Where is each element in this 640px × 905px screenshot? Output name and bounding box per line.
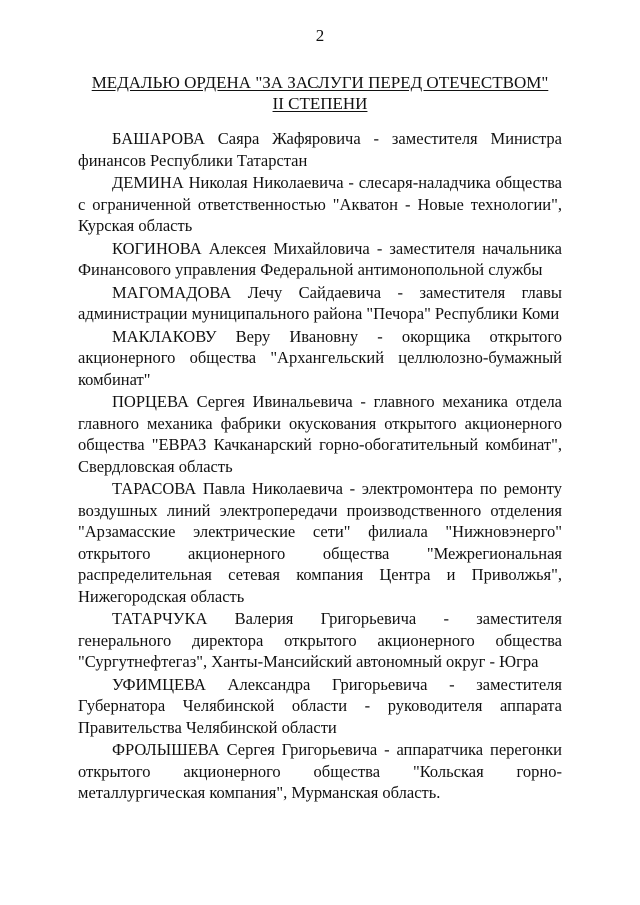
award-entry: ПОРЦЕВА Сергея Ивинальевича - главного механика отдела главного механика фабрики окускования открытого акционерного общества "ЕВРАЗ Качканарский горно-обогатительный комбинат", Свердловская область bbox=[78, 392, 562, 476]
award-list bbox=[78, 128, 562, 805]
award-entry: ФРОЛЫШЕВА Сергея Григорьевича - аппаратчика перегонки открытого акционерного общества "Кольская горно-металлургическая компания", Мурманская область. bbox=[78, 740, 562, 802]
award-entry: ТАТАРЧУКА Валерия Григорьевича - заместителя генерального директора открытого акционерного общества "Сургутнефтегаз", Ханты-Мансийский автономный округ - Югра bbox=[78, 609, 562, 671]
section-heading bbox=[60, 72, 580, 114]
award-entry: МАКЛАКОВУ Веру Ивановну - окорщика открытого акционерного общества "Архангельский целлюлозно-бумажный комбинат" bbox=[78, 326, 562, 389]
heading-line-1: МЕДАЛЬЮ ОРДЕНА "ЗА ЗАСЛУГИ ПЕРЕД ОТЕЧЕСТВОМ" bbox=[91, 73, 549, 92]
award-entry: БАШАРОВА Саяра Жафяровича - заместителя Министра финансов Республики Татарстан bbox=[78, 129, 562, 170]
award-entry: КОГИНОВА Алексея Михайловича - заместителя начальника Финансового управления Федеральной антимонопольной службы bbox=[78, 238, 562, 279]
award-entry: ТАРАСОВА Павла Николаевича - электромонтера по ремонту воздушных линий электропередачи производственного отделения "Арзамасские электрические сети" филиала "Нижновэнерго" открытого акционерного общества "Межрегиональная распределительная сетевая компания Центра и Приволжья", Нижегородская область bbox=[78, 479, 562, 606]
page-number: 2 bbox=[315, 26, 325, 45]
heading-line-2: II СТЕПЕНИ bbox=[272, 94, 368, 113]
award-entry: УФИМЦЕВА Александра Григорьевича - заместителя Губернатора Челябинской области - руководителя аппарата Правительства Челябинской области bbox=[78, 674, 562, 737]
award-entry: МАГОМАДОВА Лечу Сайдаевича - заместителя главы администрации муниципального района "Печора" Республики Коми bbox=[78, 282, 562, 323]
award-entry: ДЕМИНА Николая Николаевича - слесаря-наладчика общества с ограниченной ответственностью "Акватон - Новые технологии", Курская область bbox=[78, 173, 562, 235]
